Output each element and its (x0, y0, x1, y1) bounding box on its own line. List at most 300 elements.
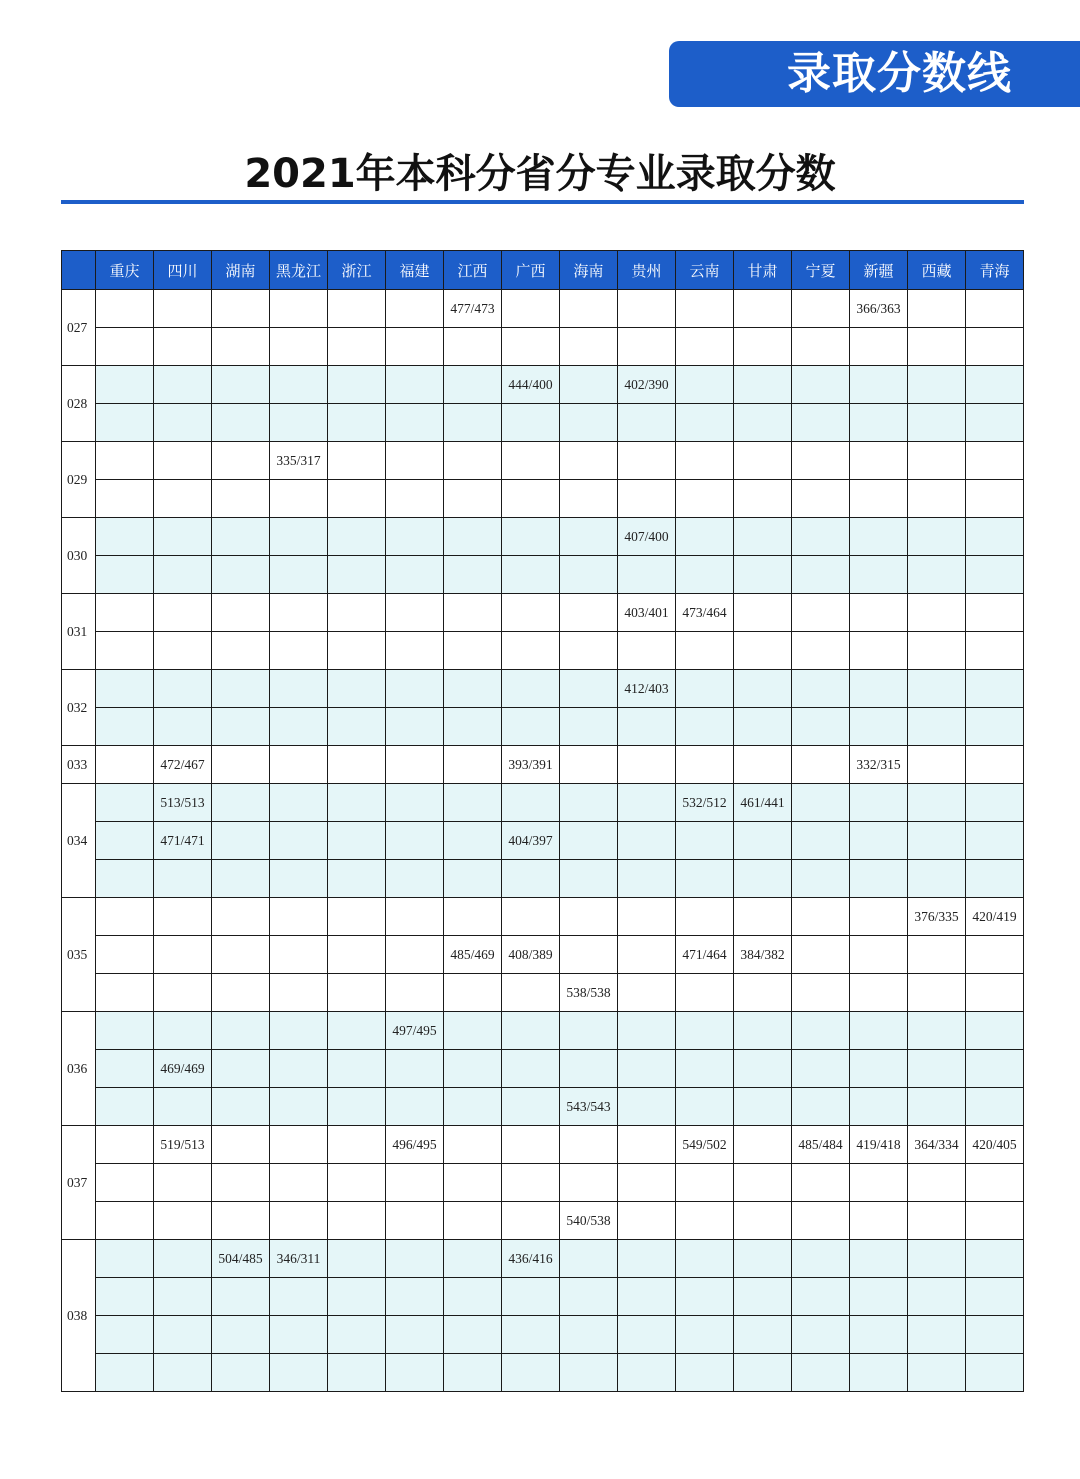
score-cell (96, 746, 154, 784)
score-cell: 419/418 (850, 1126, 908, 1164)
score-cell (212, 290, 270, 328)
score-cell (212, 1354, 270, 1392)
score-cell (850, 1012, 908, 1050)
score-cell (792, 898, 850, 936)
score-cell: 504/485 (212, 1240, 270, 1278)
score-cell (908, 290, 966, 328)
score-cell (734, 822, 792, 860)
score-cell (792, 442, 850, 480)
score-cell (560, 746, 618, 784)
score-cell (966, 822, 1024, 860)
score-cell (270, 1088, 328, 1126)
score-cell (270, 1050, 328, 1088)
score-cell: 469/469 (154, 1050, 212, 1088)
score-cell (96, 1126, 154, 1164)
score-cell (212, 708, 270, 746)
score-cell (502, 898, 560, 936)
score-cell (560, 1240, 618, 1278)
table-row (62, 860, 1024, 898)
score-cell (444, 404, 502, 442)
score-cell (502, 1354, 560, 1392)
table-row (62, 708, 1024, 746)
score-cell (444, 480, 502, 518)
score-cell (386, 1278, 444, 1316)
score-cell (154, 708, 212, 746)
score-cell (386, 594, 444, 632)
score-cell (792, 594, 850, 632)
score-cell (386, 328, 444, 366)
score-cell (792, 784, 850, 822)
score-cell (792, 1088, 850, 1126)
score-cell (270, 822, 328, 860)
score-cell (212, 1278, 270, 1316)
score-cell (734, 1354, 792, 1392)
score-cell (154, 1240, 212, 1278)
score-cell (444, 442, 502, 480)
score-cell (502, 708, 560, 746)
score-cell (328, 1354, 386, 1392)
score-cell (270, 708, 328, 746)
score-cell (212, 1050, 270, 1088)
score-cell (212, 328, 270, 366)
score-cell (966, 746, 1024, 784)
score-cell (908, 708, 966, 746)
major-code-cell: 037 (62, 1126, 96, 1240)
score-cell (212, 480, 270, 518)
score-cell (212, 404, 270, 442)
score-cell (734, 328, 792, 366)
score-cell (386, 974, 444, 1012)
province-header: 浙江 (328, 251, 386, 290)
score-cell: 477/473 (444, 290, 502, 328)
score-cell (734, 670, 792, 708)
province-header: 重庆 (96, 251, 154, 290)
score-cell (618, 442, 676, 480)
score-cell (850, 442, 908, 480)
score-cell (328, 1050, 386, 1088)
province-header: 黑龙江 (270, 251, 328, 290)
score-cell (560, 1278, 618, 1316)
score-cell: 519/513 (154, 1126, 212, 1164)
score-cell (154, 328, 212, 366)
score-cell (96, 898, 154, 936)
score-cell (386, 936, 444, 974)
province-header: 福建 (386, 251, 444, 290)
score-cell (328, 328, 386, 366)
score-cell (908, 404, 966, 442)
score-cell (96, 328, 154, 366)
score-cell (328, 1316, 386, 1354)
score-cell (618, 1240, 676, 1278)
score-cell (96, 708, 154, 746)
score-cell (444, 860, 502, 898)
score-cell (96, 480, 154, 518)
score-cell (618, 1050, 676, 1088)
score-cell (676, 898, 734, 936)
score-cell (676, 670, 734, 708)
table-row (62, 784, 1024, 822)
table-row (62, 822, 1024, 860)
score-cell (444, 1316, 502, 1354)
score-cell: 332/315 (850, 746, 908, 784)
score-cell (96, 1278, 154, 1316)
score-cell (96, 784, 154, 822)
province-header: 甘肃 (734, 251, 792, 290)
score-cell (386, 860, 444, 898)
score-cell (502, 670, 560, 708)
table-row (62, 290, 1024, 328)
major-code-cell: 029 (62, 442, 96, 518)
score-cell (444, 328, 502, 366)
score-cell (792, 480, 850, 518)
score-cell (212, 784, 270, 822)
score-cell (560, 290, 618, 328)
table-row (62, 1240, 1024, 1278)
score-cell (676, 1240, 734, 1278)
score-cell (734, 1126, 792, 1164)
major-code-cell: 034 (62, 784, 96, 898)
score-cell (328, 1240, 386, 1278)
score-cell (212, 822, 270, 860)
table-row (62, 1164, 1024, 1202)
score-cell (328, 594, 386, 632)
score-cell (850, 1240, 908, 1278)
score-cell (676, 632, 734, 670)
score-cell (154, 898, 212, 936)
score-cell (154, 556, 212, 594)
score-cell (618, 1278, 676, 1316)
score-cell (850, 632, 908, 670)
score-cell (386, 290, 444, 328)
score-cell (560, 632, 618, 670)
score-cell: 496/495 (386, 1126, 444, 1164)
score-cell (96, 1012, 154, 1050)
score-cell (502, 404, 560, 442)
score-cell (560, 404, 618, 442)
score-cell: 471/464 (676, 936, 734, 974)
table-row (62, 366, 1024, 404)
table-row (62, 1354, 1024, 1392)
score-cell (444, 974, 502, 1012)
score-cell (96, 860, 154, 898)
score-cell (734, 290, 792, 328)
table-row (62, 404, 1024, 442)
score-cell (734, 366, 792, 404)
score-cell (502, 328, 560, 366)
score-cell (792, 632, 850, 670)
score-cell (618, 1126, 676, 1164)
score-cell (618, 480, 676, 518)
score-cell (908, 936, 966, 974)
score-cell (676, 1164, 734, 1202)
score-cell (792, 1316, 850, 1354)
score-cell (850, 784, 908, 822)
score-cell (270, 746, 328, 784)
score-cell (96, 518, 154, 556)
score-cell (444, 746, 502, 784)
score-cell (386, 1164, 444, 1202)
score-cell: 497/495 (386, 1012, 444, 1050)
score-cell (560, 708, 618, 746)
score-cell (908, 1240, 966, 1278)
score-cell (734, 1278, 792, 1316)
score-cell (270, 1278, 328, 1316)
score-cell (792, 1278, 850, 1316)
score-cell (386, 404, 444, 442)
score-cell (96, 290, 154, 328)
score-cell (618, 1316, 676, 1354)
score-cell (502, 594, 560, 632)
score-cell: 532/512 (676, 784, 734, 822)
score-cell (676, 328, 734, 366)
score-cell (96, 442, 154, 480)
score-cell: 412/403 (618, 670, 676, 708)
score-cell (212, 860, 270, 898)
score-cell: 485/484 (792, 1126, 850, 1164)
major-code-cell: 030 (62, 518, 96, 594)
score-cell (966, 556, 1024, 594)
score-cell: 404/397 (502, 822, 560, 860)
score-cell (270, 328, 328, 366)
score-cell (154, 1354, 212, 1392)
score-cell (792, 936, 850, 974)
score-cell (444, 1240, 502, 1278)
score-cell (154, 1202, 212, 1240)
section-banner: 录取分数线 (669, 41, 1080, 107)
score-cell (270, 404, 328, 442)
score-cell: 513/513 (154, 784, 212, 822)
score-cell (270, 290, 328, 328)
table-row (62, 328, 1024, 366)
score-cell (966, 1164, 1024, 1202)
score-cell (734, 1088, 792, 1126)
score-cell (212, 442, 270, 480)
score-cell (212, 746, 270, 784)
score-cell (676, 974, 734, 1012)
score-cell (676, 746, 734, 784)
score-cell (850, 556, 908, 594)
score-cell (328, 366, 386, 404)
score-cell (618, 974, 676, 1012)
score-cell: 420/419 (966, 898, 1024, 936)
score-cell (966, 290, 1024, 328)
score-cell (676, 708, 734, 746)
score-cell (792, 1354, 850, 1392)
score-cell (444, 1050, 502, 1088)
score-cell (154, 936, 212, 974)
score-cell (908, 1088, 966, 1126)
major-code-cell: 035 (62, 898, 96, 1012)
score-cell (386, 1202, 444, 1240)
score-cell (676, 1088, 734, 1126)
score-cell (96, 936, 154, 974)
score-cell (966, 1316, 1024, 1354)
table-row (62, 746, 1024, 784)
score-cell (154, 442, 212, 480)
score-cell: 461/441 (734, 784, 792, 822)
score-cell (734, 860, 792, 898)
score-cell (502, 1088, 560, 1126)
score-cell (502, 784, 560, 822)
score-cell (444, 366, 502, 404)
score-cell (96, 1164, 154, 1202)
score-cell (618, 1012, 676, 1050)
score-cell (444, 632, 502, 670)
score-cell (212, 1202, 270, 1240)
table-row (62, 974, 1024, 1012)
score-cell: 364/334 (908, 1126, 966, 1164)
score-cell (966, 708, 1024, 746)
score-cell (850, 1164, 908, 1202)
score-cell (618, 404, 676, 442)
table-body (62, 290, 1024, 1392)
score-cell (212, 1316, 270, 1354)
score-cell (618, 822, 676, 860)
score-cell (560, 1354, 618, 1392)
score-cell (676, 366, 734, 404)
score-cell (792, 1050, 850, 1088)
score-cell (386, 366, 444, 404)
score-cell (328, 632, 386, 670)
province-header: 云南 (676, 251, 734, 290)
score-cell (850, 670, 908, 708)
score-cell (966, 1088, 1024, 1126)
score-cell (328, 480, 386, 518)
score-cell (560, 480, 618, 518)
score-cell (908, 1278, 966, 1316)
score-table (61, 250, 1024, 1392)
score-cell (966, 860, 1024, 898)
score-cell (502, 1126, 560, 1164)
score-cell (560, 936, 618, 974)
score-cell (618, 1088, 676, 1126)
score-cell: 472/467 (154, 746, 212, 784)
score-cell (154, 670, 212, 708)
score-cell (676, 556, 734, 594)
major-code-cell: 033 (62, 746, 96, 784)
score-cell (212, 366, 270, 404)
score-cell (908, 1316, 966, 1354)
score-cell (618, 860, 676, 898)
score-cell (212, 518, 270, 556)
score-cell (502, 1278, 560, 1316)
score-cell: 420/405 (966, 1126, 1024, 1164)
score-cell (444, 1202, 502, 1240)
table-row (62, 936, 1024, 974)
score-cell (676, 1316, 734, 1354)
score-cell (734, 898, 792, 936)
score-cell (444, 518, 502, 556)
score-cell (386, 822, 444, 860)
score-cell: 366/363 (850, 290, 908, 328)
score-cell (560, 366, 618, 404)
score-cell (966, 974, 1024, 1012)
score-cell (850, 974, 908, 1012)
score-cell (270, 898, 328, 936)
province-header: 广西 (502, 251, 560, 290)
score-cell (734, 1316, 792, 1354)
score-cell (734, 708, 792, 746)
score-cell (270, 1354, 328, 1392)
score-cell (792, 1240, 850, 1278)
score-cell (734, 1240, 792, 1278)
score-cell (502, 1050, 560, 1088)
score-cell (908, 860, 966, 898)
score-cell (212, 936, 270, 974)
score-cell (96, 670, 154, 708)
score-cell (850, 1050, 908, 1088)
score-cell (734, 556, 792, 594)
score-cell (966, 670, 1024, 708)
table-row (62, 1316, 1024, 1354)
score-cell (502, 1202, 560, 1240)
score-cell (96, 1050, 154, 1088)
score-cell (212, 1164, 270, 1202)
score-cell (792, 1202, 850, 1240)
score-cell (850, 366, 908, 404)
score-cell: 538/538 (560, 974, 618, 1012)
score-cell (560, 442, 618, 480)
province-header: 贵州 (618, 251, 676, 290)
score-cell (154, 366, 212, 404)
province-header: 江西 (444, 251, 502, 290)
score-cell (328, 974, 386, 1012)
score-cell (328, 746, 386, 784)
score-cell (96, 1088, 154, 1126)
score-cell (908, 632, 966, 670)
score-cell (618, 328, 676, 366)
score-cell (154, 480, 212, 518)
score-cell (328, 1164, 386, 1202)
score-cell (560, 860, 618, 898)
major-code-cell: 036 (62, 1012, 96, 1126)
score-cell (328, 442, 386, 480)
province-header: 宁夏 (792, 251, 850, 290)
score-cell (792, 290, 850, 328)
score-cell (96, 1354, 154, 1392)
score-cell (792, 746, 850, 784)
score-cell (444, 1164, 502, 1202)
score-cell (502, 974, 560, 1012)
province-header: 四川 (154, 251, 212, 290)
score-cell (212, 1088, 270, 1126)
score-cell (328, 822, 386, 860)
score-cell (212, 974, 270, 1012)
score-cell (618, 1354, 676, 1392)
score-cell (154, 974, 212, 1012)
score-cell (502, 480, 560, 518)
score-cell (96, 1240, 154, 1278)
score-cell (328, 860, 386, 898)
score-cell: 335/317 (270, 442, 328, 480)
score-cell (792, 328, 850, 366)
score-cell (212, 632, 270, 670)
score-cell: 485/469 (444, 936, 502, 974)
score-cell (270, 594, 328, 632)
score-cell (96, 556, 154, 594)
score-cell (676, 1202, 734, 1240)
score-cell (386, 442, 444, 480)
score-cell (328, 1088, 386, 1126)
score-cell (502, 290, 560, 328)
score-cell (212, 670, 270, 708)
score-cell (328, 898, 386, 936)
score-cell (386, 746, 444, 784)
province-header: 海南 (560, 251, 618, 290)
table-row (62, 1050, 1024, 1088)
score-cell (212, 1126, 270, 1164)
score-cell: 543/543 (560, 1088, 618, 1126)
